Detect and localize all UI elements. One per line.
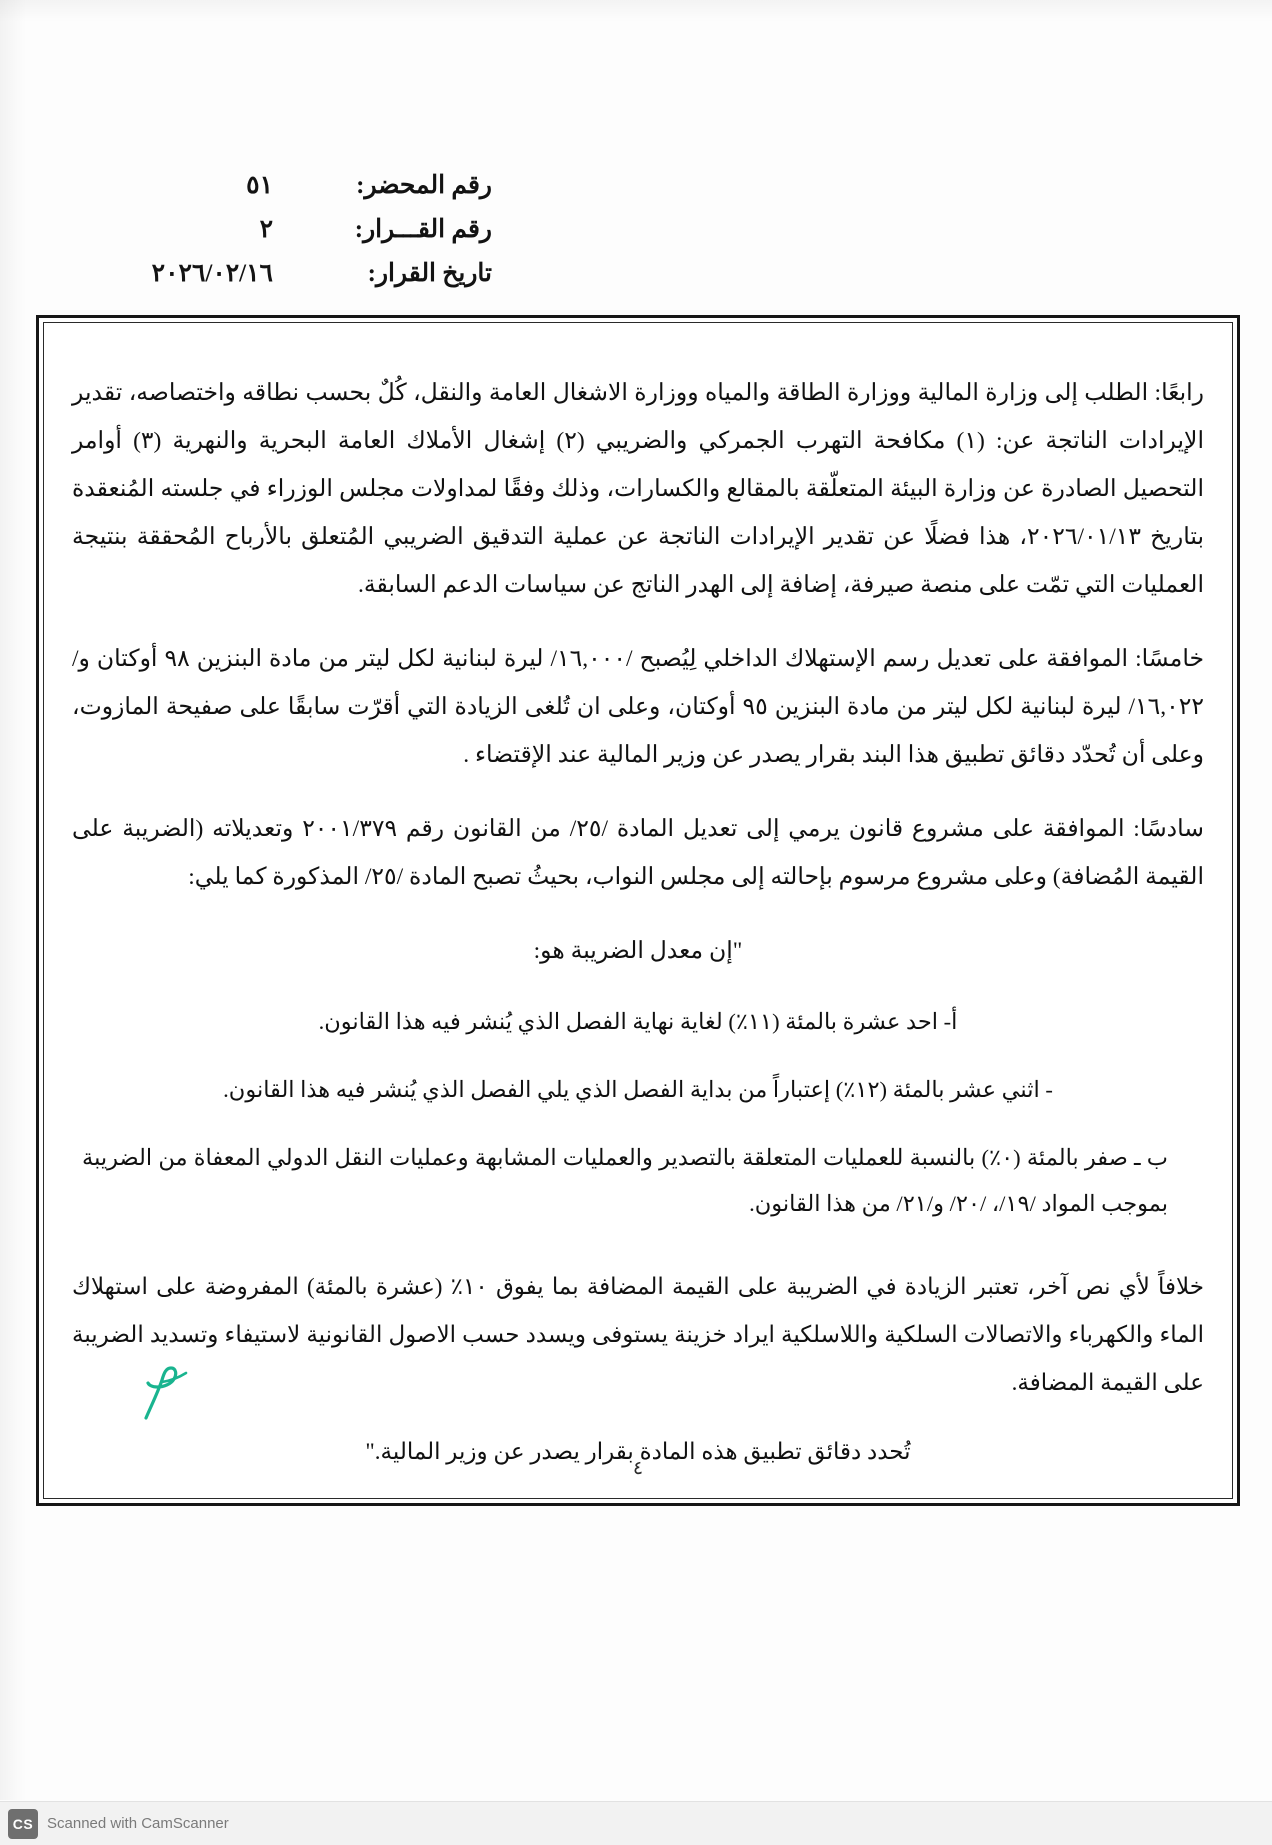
paragraph-fifth: خامسًا: الموافقة على تعديل رسم الإستهلاك الداخلي لِيُصبح /١٦,٠٠٠/ ليرة لبنانية لكل ليتر من مادة البنزين ٩٨ أوكتان و/١٦,٠٢٢/ ليرة لبنانية لكل ليتر من مادة البنزين ٩٥ أوكتان، وعلى ان تُلغى الزيادة التي أقرّت سابقًا على صفيحة المازوت، وعلى أن تُحدّد دقائق تطبيق هذا البند بقرار يصدر عن وزير المالية عند الإقتضاء . — [72, 646, 1205, 768]
decision-number-label: رقم القـــرار: — [354, 216, 492, 243]
decision-date-label: تاريخ القرار: — [367, 260, 492, 287]
camscanner-footer — [0, 1801, 1272, 1845]
document-header — [72, 170, 492, 302]
tax-rate-item-dash: - اثني عشر بالمئة (١٢٪) إعتباراً من بداية الفصل الذي يلي الفصل الذي يُنشر فيه هذا القانون. — [223, 1077, 1053, 1102]
decision-number-value: ٢ — [259, 216, 273, 243]
paragraph-final: تُحدد دقائق تطبيق هذه المادة بقرار يصدر عن وزير المالية." — [365, 1439, 911, 1464]
scan-edge-left — [0, 0, 26, 1800]
paragraph-sixth: سادسًا: الموافقة على مشروع قانون يرمي إلى تعديل المادة /٢٥/ من القانون رقم ٢٠٠١/٣٧٩ وتعديلاته (الضريبة على القيمة المُضافة) وعلى مشروع مرسوم بإحالته إلى مجلس النواب، بحيثُ تصبح المادة /٢٥/ المذكورة كما يلي: — [72, 816, 1204, 890]
document-content — [72, 369, 1204, 1475]
tax-rate-item-a: أ‌- احد عشرة بالمئة (١١٪) لغاية نهاية الفصل الذي يُنشر فيه هذا القانون. — [318, 1009, 958, 1034]
document-body-frame-inner — [43, 322, 1233, 1499]
page-number: ٤ — [632, 1458, 644, 1479]
camscanner-logo-icon: CS — [8, 1809, 38, 1839]
camscanner-label: Scanned with CamScanner — [47, 1815, 229, 1832]
document-body-frame — [36, 315, 1240, 1506]
content-spacer — [72, 1249, 1204, 1263]
paragraph-closing: خلافاً لأي نص آخر، تعتبر الزيادة في الضريبة على القيمة المضافة بما يفوق ١٠٪ (عشرة بالمئة) المفروضة على استهلاك الماء والكهرباء والاتصالات السلكية واللاسلكية ايراد خزينة يستوفى ويسدد حسب الاصول القانونية لاستيفاء وتسديد الضريبة على القيمة المضافة. — [72, 1274, 1204, 1395]
decision-date-value: ٢٠٢٦/٠٢/١٦ — [151, 260, 273, 287]
tax-rate-intro: "إن معدل الضريبة هو: — [533, 938, 743, 964]
minutes-number-label: رقم المحضر: — [356, 172, 492, 199]
meta-row-minutes-number — [72, 170, 492, 200]
meta-row-decision-number — [72, 214, 492, 244]
scan-edge-top — [0, 0, 1272, 22]
tax-rate-item-b: ب ـ صفر بالمئة (٠٪) بالنسبة للعمليات المتعلقة بالتصدير والعمليات المشابهة وعمليات النقل الدولي المعفاة من الضريبة بموجب المواد /١٩/، /٢٠/ و/٢١/ من هذا القانون. — [82, 1145, 1168, 1216]
signature-mark — [136, 1362, 206, 1428]
minutes-number-value: ٥١ — [246, 172, 273, 199]
meta-row-decision-date — [72, 258, 492, 288]
paragraph-fourth: رابعًا: الطلب إلى وزارة المالية ووزارة الطاقة والمياه ووزارة الاشغال العامة والنقل، كُلٌ بحسب نطاقه واختصاصه، تقدير الإيرادات الناتجة عن: (١) مكافحة التهرب الجمركي والضريبي (٢) إشغال الأملاك العامة البحرية والنهرية (٣) أوامر التحصيل الصادرة عن وزارة البيئة المتعلّقة بالمقالع والكسارات، وذلك وفقًا لمداولات مجلس الوزراء في جلسته المُنعقدة بتاريخ ٢٠٢٦/٠١/١٣، هذا فضلًا عن تقدير الإيرادات الناتجة عن عملية التدقيق الضريبي المُتعلق بالأرباح المُحققة بنتيجة العمليات التي تمّت على منصة صيرفة، إضافة إلى الهدر الناتج عن سياسات الدعم السابقة. — [72, 380, 1204, 598]
